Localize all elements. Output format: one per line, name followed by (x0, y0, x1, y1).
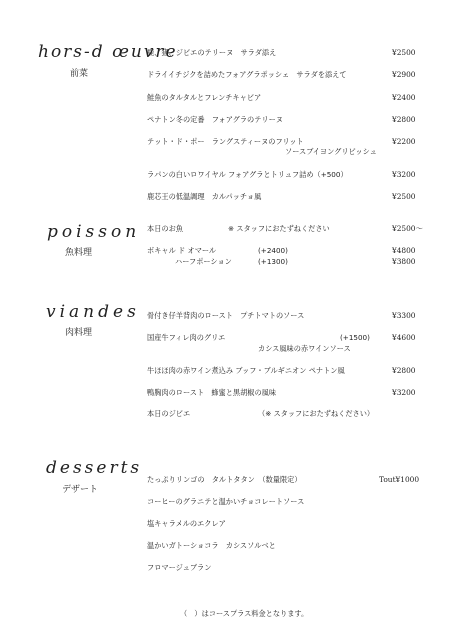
menu-item: たっぷりリンゴの タルトタタン （数量限定） (147, 475, 302, 484)
menu-item: ドライイチジクを詰めたフォアグラポッシェ サラダを添えて (147, 70, 347, 79)
section-subtitle-nikuryori: 肉料理 (65, 328, 93, 338)
menu-item-sub: カシス風味の赤ワインソース (258, 344, 351, 353)
menu-item: テット・ド・ポー ラングスティーヌのフリット (147, 137, 304, 146)
section-title-poisson: poisson (47, 222, 141, 242)
menu-item: 鮭魚のタルタルとフレンチキャビア (147, 93, 262, 102)
menu-item-daily-fish: 本日のお魚 (147, 224, 183, 233)
menu-price: ¥3800 (392, 257, 416, 266)
menu-price: ¥2800 (392, 366, 416, 375)
menu-item: 鴨胸肉のロースト 蜂蜜と黒胡椒の風味 (147, 388, 277, 397)
menu-item: 国産牛フィレ肉のグリエ (147, 333, 226, 342)
menu-price: ¥2200 (392, 137, 416, 146)
menu-price: ¥4600 (392, 333, 416, 342)
menu-item: ラパンの白いロワイヤル フォアグラとトリュフ詰め（+500） (147, 170, 348, 179)
section-subtitle-dessert: デザート (62, 485, 99, 495)
menu-item-extra: (+2400) (258, 246, 288, 255)
menu-item-extra: (+1500) (340, 333, 370, 342)
section-title-desserts: desserts (46, 458, 143, 478)
menu-item-sub: ソースブイヨングリビッシュ (285, 147, 377, 156)
section-title-hors-doeuvre: hors-d œuvre (38, 42, 178, 62)
menu-item: 鹿芯王の低温調理 カルパッチョ風 (147, 192, 262, 201)
menu-item-extra: (+1300) (258, 257, 288, 266)
menu-price: ¥3300 (392, 311, 416, 320)
menu-price: ¥3200 (392, 170, 416, 179)
menu-item: フロマージュブラン (147, 563, 212, 572)
menu-item: 鹿、猪、ジビエのテリーヌ サラダ添え (147, 48, 277, 57)
menu-price: ¥2500〜 (392, 224, 423, 233)
menu-item: 温かいガトーショコラ カシスソルベと (147, 541, 276, 550)
menu-price: ¥2500 (392, 48, 416, 57)
menu-note: ※ スタッフにおたずねください (228, 224, 330, 233)
menu-item: 骨付き仔羊背肉のロースト プチトマトのソース (147, 311, 305, 320)
menu-item: ペナトン冬の定番 フォアグラのテリーヌ (147, 115, 283, 124)
section-subtitle-zensai: 前菜 (70, 69, 89, 79)
footer-note: （ ）はコースプラス料金となります。 (180, 609, 309, 618)
section-title-viandes: viandes (46, 302, 140, 322)
menu-price: ¥2400 (392, 93, 416, 102)
menu-price: ¥2800 (392, 115, 416, 124)
menu-item: コーヒーのグラニテと温かいチョコレートソース (147, 497, 305, 506)
menu-item: ボキャル ド オマール (147, 246, 217, 255)
menu-note: （※ スタッフにおたずねください） (258, 409, 375, 418)
menu-price: ¥4800 (392, 246, 416, 255)
menu-price: ¥2500 (392, 192, 416, 201)
menu-item-daily-game: 本日のジビエ (147, 409, 191, 418)
menu-item: 牛ほほ肉の赤ワイン煮込み ブッフ・ブルギニオン ペナトン風 (147, 366, 345, 375)
menu-item: ハーフポーション (175, 257, 232, 266)
menu-price: Tout¥1000 (379, 475, 420, 484)
section-subtitle-gyoryori: 魚料理 (65, 248, 93, 258)
menu-price: ¥3200 (392, 388, 416, 397)
menu-item: 塩キャラメルのエクレア (147, 519, 226, 528)
menu-price: ¥2900 (392, 70, 416, 79)
